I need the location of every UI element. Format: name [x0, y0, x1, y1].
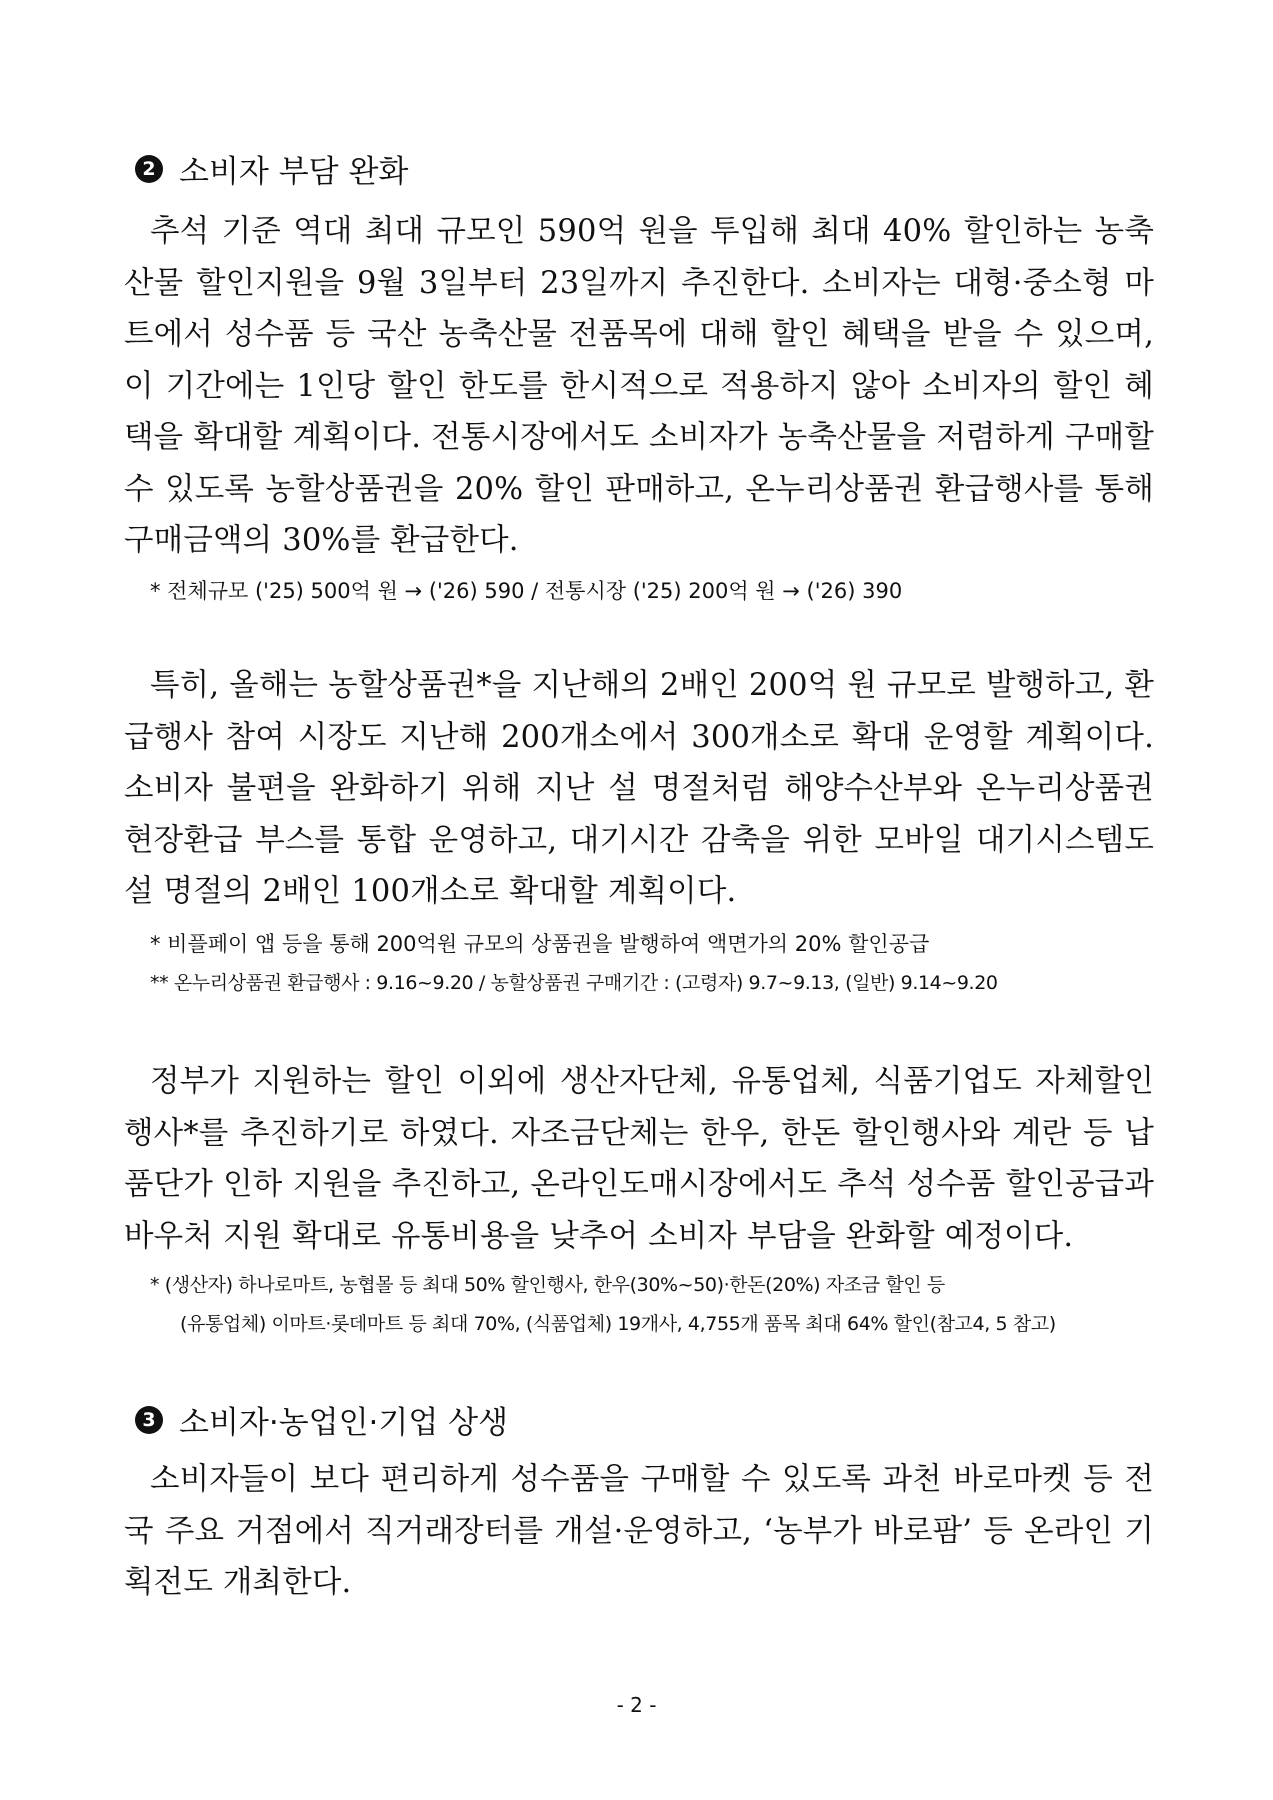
footnote: * (생산자) 하나로마트, 농협몰 등 최대 50% 할인행사, 한우(30%~50)·한돈(20%) 자조금 할인 등 — [150, 1274, 945, 1296]
section-heading-3 — [135, 1397, 508, 1442]
circled-number-3-icon: 3 — [135, 1406, 163, 1434]
footnote: * 비플페이 앱 등을 통해 200억원 규모의 상품권을 발행하여 액면가의 20% 할인공급 — [150, 932, 930, 956]
page-number: - 2 - — [616, 1693, 657, 1717]
paragraph-direct-market: 소비자들이 보다 편리하게 성수품을 구매할 수 있도록 과천 바로마켓 등 전국 주요 거점에서 직거래장터를 개설·운영하고, ‘농부가 바로팜’ 등 온라인 기획전도 개최한다. — [124, 1462, 1154, 1600]
section-title: 소비자 부담 완화 — [179, 154, 409, 190]
footnote-block-1 — [150, 572, 1160, 611]
section-title: 소비자·농업인·기업 상생 — [179, 1405, 509, 1441]
paragraph-gift-voucher: 특히, 올해는 농할상품권*을 지난해의 2배인 200억 원 규모로 발행하고, 환급행사 참여 시장도 지난해 200개소에서 300개소로 확대 운영할 계획이다. 소비자 불편을 완화하기 위해 지난 설 명절처럼 해양수산부와 온누리상품권 현장환급 부스를 통합 운영하고, 대기시간 감축을 위한 모바일 대기시스템도 설 명절의 2배인 100개소로 확대할 계획이다. — [124, 668, 1154, 909]
footnote: ** 온누리상품권 환급행사 : 9.16~9.20 / 농할상품권 구매기간 : (고령자) 9.7~9.13, (일반) 9.14~9.20 — [150, 972, 998, 994]
paragraph-private-discount: 정부가 지원하는 할인 이외에 생산자단체, 유통업체, 식품기업도 자체할인 행사*를 추진하기로 하였다. 자조금단체는 한우, 한돈 할인행사와 계란 등 납품단가 인하 지원을 추진하고, 온라인도매시장에서도 추석 성수품 할인공급과 바우처 지원 확대로 유통비용을 낮추어 소비자 부담을 완화할 예정이다. — [124, 1064, 1154, 1254]
paragraph-discount-support: 추석 기준 역대 최대 규모인 590억 원을 투입해 최대 40% 할인하는 농축산물 할인지원을 9월 3일부터 23일까지 추진한다. 소비자는 대형·중소형 마트에서 성수품 등 국산 농축산물 전품목에 대해 할인 혜택을 받을 수 있으며, 이 기간에는 1인당 할인 한도를 한시적으로 적용하지 않아 소비자의 할인 혜택을 확대할 계획이다. 전통시장에서도 소비자가 농축산물을 저렴하게 구매할 수 있도록 농할상품권을 20% 할인 판매하고, 온누리상품권 환급행사를 통해 구매금액의 30%를 환급한다. — [124, 214, 1154, 558]
footnote: (유통업체) 이마트·롯데마트 등 최대 70%, (식품업체) 19개사, 4,755개 품목 최대 64% 할인(참고4, 5 참고) — [180, 1313, 1056, 1335]
footnote: * 전체규모 ('25) 500억 원 → ('26) 590 / 전통시장 ('25) 200억 원 → ('26) 390 — [150, 579, 903, 603]
footnote-block-2 — [150, 925, 1160, 1003]
circled-number-2-icon: 2 — [135, 155, 163, 183]
section-heading-2 — [135, 146, 408, 191]
footnote-block-3 — [150, 1266, 1160, 1344]
